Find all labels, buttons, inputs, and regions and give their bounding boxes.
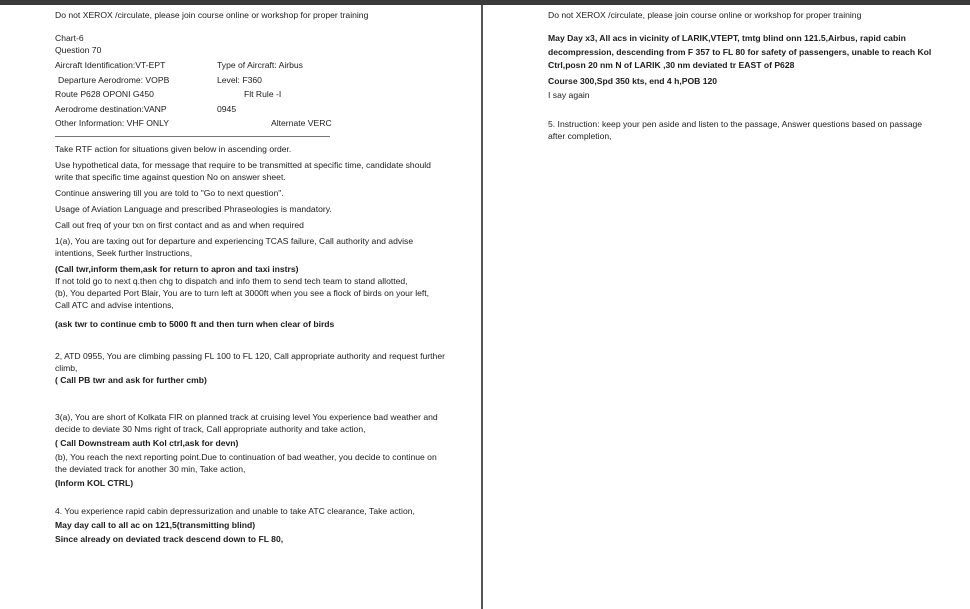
question-1b: (b), You departed Port Blair, You are to turn left at 3000ft when you see a flock of birds on your left, Call ATC and advise intentions, [55,287,430,310]
answer-3a: ( Call Downstream auth Kol ctrl,ask for devn) [55,437,239,448]
instruction-4: Usage of Aviation Language and prescribed Phraseologies is mandatory. [55,203,332,214]
info-row-2 [55,74,446,89]
info-row-1 [55,59,446,74]
answer-1a: (Call twr,inform them,ask for return to apron and taxi instrs) [55,263,299,274]
question-4: 4. You experience rapid cabin depressurization and unable to take ATC clearance, Take action, [55,505,415,516]
course-speed-info: Course 300,Spd 350 kts, end 4 h,POB 120 [548,75,718,86]
page-header-right: Do not XEROX /circulate, please join course online or workshop for proper training [548,10,862,20]
mayday-call: May Day x3, All acs in vicinity of LARIK,VTEPT, tmtg blind onn 121.5,Airbus, rapid cabin decompression, descending from F 357 to FL 80 for safety of passengers, unable to reach Kol Ctrl,posn 20 nm N of LARIK ,30 nm deviated tr EAST of P628 [548,33,932,70]
question-number: Question 70 [55,45,102,55]
answer-4-line-1: May day call to all ac on 121,5(transmitting blind) [55,519,256,530]
departure-aerodrome: Departure Aerodrome: VOPB [58,74,170,85]
page-header: Do not XEROX /circulate, please join course online or workshop for proper training [55,10,369,20]
instruction-5: Call out freq of your txn on first contact and as and when required [55,219,304,230]
info-row-3 [55,88,446,103]
other-information: Other Information: VHF ONLY [55,118,169,128]
route: Route P628 OPONI G450 [55,89,154,99]
divider-line [55,136,330,137]
aircraft-type: Type of Aircraft: Airbus [217,60,303,70]
document-page-right [482,5,970,609]
instruction-1: Take RTF action for situations given below in ascending order. [55,143,292,154]
document-page-left [0,5,482,609]
departure-time: 0945 [217,103,237,114]
note-1a: If not told go to next q.then chg to dispatch and info them to send tech team to stand allotted, [55,275,408,286]
question-1a: 1(a), You are taxing out for departure and experiencing TCAS failure, Call authority and advise intentions, Seek further Instructions, [55,235,414,258]
answer-1b: (ask twr to continue cmb to 5000 ft and then turn when clear of birds [55,318,335,329]
destination-aerodrome: Aerodrome destination:VANP [55,103,167,114]
answer-3b: (Inform KOL CTRL) [55,477,134,488]
say-again: I say again [548,89,590,100]
answer-2: ( Call PB twr and ask for further cmb) [55,374,207,385]
question-5: 5. Instruction: keep your pen aside and listen to the passage, Answer questions based on passage after completion, [548,118,923,141]
info-row-4 [55,103,446,118]
flight-level: Level: F360 [217,74,262,85]
flight-rule: Flt Rule -I [244,89,282,99]
aircraft-id: Aircraft Identification:VT-EPT [55,60,166,70]
instruction-2: Use hypothetical data, for message that require to be transmitted at specific time, candidate should write that specific time against question No on answer sheet. [55,159,431,182]
info-row-5 [55,117,446,132]
question-3a: 3(a), You are short of Kolkata FIR on planned track at cruising level You experience bad weather and decide to deviate 30 Nms right of track, Call appropriate authority and take action, [55,411,438,434]
chart-label: Chart-6 [55,33,84,43]
alternate-aerodrome: Alternate VERC [271,118,332,128]
instruction-3: Continue answering till you are told to "Go to next question". [55,187,284,198]
answer-4-line-2: Since already on deviated track descend down to FL 80, [55,533,284,544]
question-3b: (b), You reach the next reporting point.Due to continuation of bad weather, you decide to continue on the deviated track for another 30 min, Take action, [55,451,437,474]
question-2: 2, ATD 0955, You are climbing passing FL 100 to FL 120, Call appropriate authority and request further climb, [55,350,445,373]
